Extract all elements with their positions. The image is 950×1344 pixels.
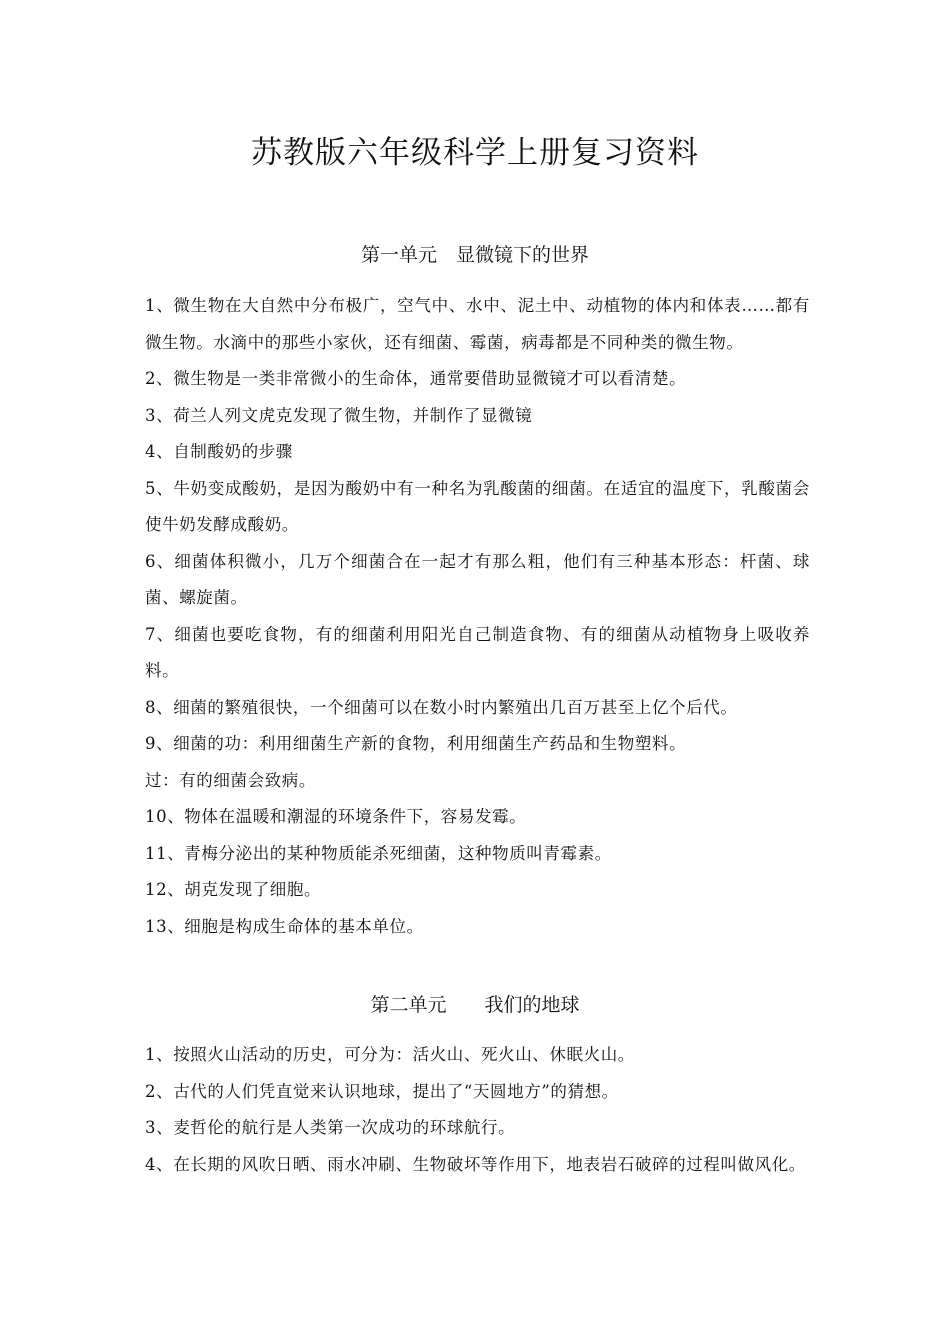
list-item: 9、细菌的功：利用细菌生产新的食物，利用细菌生产药品和生物塑料。 — [145, 734, 687, 753]
unit-1-list — [145, 288, 810, 945]
list-item: 13、细胞是构成生命体的基本单位。 — [145, 916, 424, 936]
list-item: 11、青梅分泌出的某种物质能杀死细菌，这种物质叫青霉素。 — [145, 843, 612, 863]
unit-2-list — [145, 1037, 810, 1183]
list-item: 4、自制酸奶的步骤 — [145, 442, 293, 461]
list-item: 过：有的细菌会致病。 — [145, 770, 316, 790]
unit-2-heading: 第二单元 我们的地球 — [370, 994, 580, 1016]
unit-1-heading: 第一单元 显微镜下的世界 — [360, 244, 589, 266]
list-item: 10、物体在温暖和潮湿的环境条件下，容易发霉。 — [145, 807, 527, 826]
list-item: 3、荷兰人列文虎克发现了微生物，并制作了显微镜 — [145, 405, 533, 425]
list-item: 7、细菌也要吃食物，有的细菌利用阳光自己制造食物、有的细菌从动植物身上吸收养料。 — [145, 624, 810, 680]
list-item: 8、细菌的繁殖很快，一个细菌可以在数小时内繁殖出几百万甚至上亿个后代。 — [145, 697, 738, 717]
list-item: 3、麦哲伦的航行是人类第一次成功的环球航行。 — [145, 1118, 516, 1137]
list-item: 2、古代的人们凭直觉来认识地球，提出了“天圆地方”的猜想。 — [145, 1081, 619, 1101]
list-item: 2、微生物是一类非常微小的生命体，通常要借助显微镜才可以看清楚。 — [145, 369, 687, 388]
list-item: 12、胡克发现了细胞。 — [145, 880, 322, 899]
list-item: 6、细菌体积微小，几万个细菌合在一起才有那么粗，他们有三种基本形态：杆菌、球菌、螺旋菌。 — [145, 551, 810, 607]
list-item: 5、牛奶变成酸奶，是因为酸奶中有一种名为乳酸菌的细菌。在适宜的温度下，乳酸菌会使牛奶发酵成酸奶。 — [145, 478, 810, 534]
list-item: 1、按照火山活动的历史，可分为：活火山、死火山、休眠火山。 — [145, 1045, 635, 1064]
list-item: 4、在长期的风吹日晒、雨水冲刷、生物破坏等作用下，地表岩石破碎的过程叫做风化。 — [145, 1154, 806, 1174]
document-title: 苏教版六年级科学上册复习资料 — [251, 135, 699, 171]
list-item: 1、微生物在大自然中分布极广，空气中、水中、泥土中、动植物的体内和体表……都有微生物。水滴中的那些小家伙，还有细菌、霉菌，病毒都是不同种类的微生物。 — [145, 296, 810, 352]
